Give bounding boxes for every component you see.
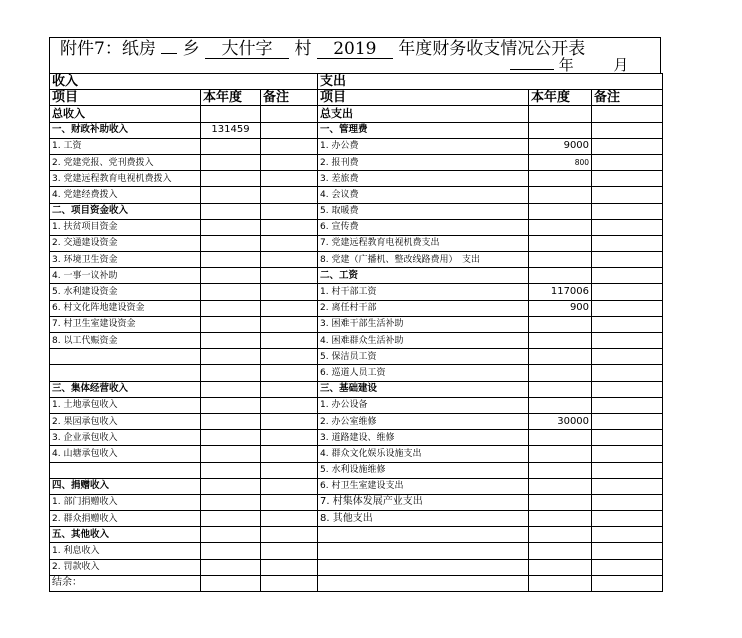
income-item: 2. 群众捐赠收入 xyxy=(50,511,201,527)
income-header: 收入 xyxy=(50,74,318,90)
total-income: 总收入 xyxy=(50,106,201,122)
income-remark xyxy=(261,478,318,494)
income-remark xyxy=(261,349,318,365)
table-row xyxy=(50,333,663,349)
expense-amount xyxy=(529,235,592,251)
income-amount xyxy=(201,494,261,510)
income-remark xyxy=(261,122,318,138)
expense-item: 2. 报刊费 xyxy=(318,154,529,170)
expense-item: 8. 其他支出 xyxy=(318,511,529,527)
expense-amount xyxy=(529,575,592,591)
income-amount xyxy=(201,543,261,559)
table-row xyxy=(50,381,663,397)
expense-amount xyxy=(529,527,592,543)
expense-item: 4. 困难群众生活补助 xyxy=(318,333,529,349)
income-remark xyxy=(261,397,318,413)
table-row xyxy=(50,478,663,494)
expense-remark xyxy=(592,235,663,251)
income-remark xyxy=(261,381,318,397)
date-year-label: 年 xyxy=(558,56,574,74)
income-remark xyxy=(261,235,318,251)
expense-item: 一、管理费 xyxy=(318,122,529,138)
income-amount xyxy=(201,316,261,332)
expense-amount xyxy=(529,381,592,397)
income-remark xyxy=(261,138,318,154)
expense-remark xyxy=(592,559,663,575)
table-row xyxy=(50,446,663,462)
income-item: 6. 村文化阵地建设资金 xyxy=(50,300,201,316)
income-item xyxy=(50,462,201,478)
income-item: 四、捐赠收入 xyxy=(50,478,201,494)
income-remark xyxy=(261,333,318,349)
expense-remark-header: 备注 xyxy=(592,90,663,106)
income-item: 2. 党建党报、党刊费拨入 xyxy=(50,154,201,170)
expense-amount xyxy=(529,203,592,219)
income-item: 1. 部门捐赠收入 xyxy=(50,494,201,510)
income-amount xyxy=(201,187,261,203)
income-amount xyxy=(201,171,261,187)
income-item: 1. 土地承包收入 xyxy=(50,397,201,413)
income-remark xyxy=(261,171,318,187)
expense-amount xyxy=(529,365,592,381)
income-amount xyxy=(201,268,261,284)
expense-remark xyxy=(592,300,663,316)
income-remark xyxy=(261,462,318,478)
table-row xyxy=(50,187,663,203)
table-row xyxy=(50,316,663,332)
income-amount xyxy=(201,527,261,543)
income-item: 2. 果园承包收入 xyxy=(50,413,201,429)
table-row xyxy=(50,430,663,446)
expense-item xyxy=(318,575,529,591)
income-remark xyxy=(261,559,318,575)
income-remark xyxy=(261,187,318,203)
income-amount xyxy=(201,365,261,381)
expense-item: 1. 办公设备 xyxy=(318,397,529,413)
income-amount xyxy=(201,235,261,251)
table-row xyxy=(50,268,663,284)
income-amount xyxy=(201,154,261,170)
date-month-label: 月 xyxy=(613,56,629,74)
income-amount xyxy=(201,446,261,462)
income-remark xyxy=(261,268,318,284)
income-amount xyxy=(201,462,261,478)
expense-remark xyxy=(592,171,663,187)
expense-remark xyxy=(592,268,663,284)
expense-item: 5. 取暖费 xyxy=(318,203,529,219)
cell-empty xyxy=(261,106,318,122)
income-remark xyxy=(261,300,318,316)
expense-amount xyxy=(529,219,592,235)
income-amount xyxy=(201,219,261,235)
income-item: 结余： xyxy=(50,575,201,591)
title-suffix: 年度财务收支情况公开表 xyxy=(398,39,586,59)
title-township-blank xyxy=(161,53,177,54)
table-row xyxy=(50,235,663,251)
income-item: 3. 环境卫生资金 xyxy=(50,252,201,268)
table-row xyxy=(50,349,663,365)
expense-remark xyxy=(592,462,663,478)
income-item: 三、集体经营收入 xyxy=(50,381,201,397)
table-row xyxy=(50,559,663,575)
expense-item: 1. 办公费 xyxy=(318,138,529,154)
income-item xyxy=(50,349,201,365)
table-row xyxy=(50,171,663,187)
income-remark xyxy=(261,575,318,591)
expense-remark xyxy=(592,349,663,365)
expense-remark xyxy=(592,252,663,268)
expense-remark xyxy=(592,494,663,510)
expense-amount xyxy=(529,511,592,527)
expense-amount: 800 xyxy=(529,154,592,170)
expense-amount: 30000 xyxy=(529,413,592,429)
income-item-header: 项目 xyxy=(50,90,201,106)
expense-amount xyxy=(529,446,592,462)
table-row xyxy=(50,575,663,591)
expense-item: 2. 办公室维修 xyxy=(318,413,529,429)
expense-remark xyxy=(592,413,663,429)
expense-remark xyxy=(592,446,663,462)
expense-remark xyxy=(592,284,663,300)
total-row xyxy=(50,106,663,122)
expense-remark xyxy=(592,381,663,397)
income-amount xyxy=(201,430,261,446)
table-row xyxy=(50,365,663,381)
expense-remark xyxy=(592,316,663,332)
expense-remark xyxy=(592,478,663,494)
title-township-suffix: 乡 xyxy=(182,39,200,59)
expense-remark xyxy=(592,543,663,559)
title-village: 大什字 xyxy=(205,40,289,59)
expense-remark xyxy=(592,333,663,349)
income-amount xyxy=(201,203,261,219)
income-item xyxy=(50,365,201,381)
expense-amount xyxy=(529,494,592,510)
expense-header: 支出 xyxy=(318,74,663,90)
income-amount xyxy=(201,138,261,154)
column-header-row xyxy=(50,90,663,106)
income-item: 1. 扶贫项目资金 xyxy=(50,219,201,235)
income-item: 二、项目资金收入 xyxy=(50,203,201,219)
income-item: 2. 罚款收入 xyxy=(50,559,201,575)
date-blank xyxy=(510,69,554,70)
expense-item: 4. 群众文化娱乐设施支出 xyxy=(318,446,529,462)
income-item: 7. 村卫生室建设资金 xyxy=(50,316,201,332)
income-amount xyxy=(201,381,261,397)
income-amount xyxy=(201,284,261,300)
finance-table xyxy=(49,73,663,592)
expense-remark xyxy=(592,527,663,543)
expense-amount xyxy=(529,252,592,268)
expense-amount: 117006 xyxy=(529,284,592,300)
income-amount xyxy=(201,252,261,268)
expense-remark xyxy=(592,575,663,591)
income-remark xyxy=(261,252,318,268)
expense-remark xyxy=(592,203,663,219)
income-amount xyxy=(201,511,261,527)
expense-item: 5. 水利设施维修 xyxy=(318,462,529,478)
expense-amount xyxy=(529,462,592,478)
expense-item-header: 项目 xyxy=(318,90,529,106)
income-item: 五、其他收入 xyxy=(50,527,201,543)
expense-amount xyxy=(529,122,592,138)
income-remark-header: 备注 xyxy=(261,90,318,106)
income-remark xyxy=(261,219,318,235)
expense-item: 5. 保洁员工资 xyxy=(318,349,529,365)
expense-item: 二、工资 xyxy=(318,268,529,284)
expense-item: 4. 会议费 xyxy=(318,187,529,203)
income-remark xyxy=(261,511,318,527)
table-row xyxy=(50,154,663,170)
income-item: 1. 工资 xyxy=(50,138,201,154)
income-item: 5. 水利建设资金 xyxy=(50,284,201,300)
expense-amount xyxy=(529,171,592,187)
expense-amount xyxy=(529,349,592,365)
income-remark xyxy=(261,413,318,429)
income-remark xyxy=(261,430,318,446)
expense-amount xyxy=(529,430,592,446)
expense-item xyxy=(318,527,529,543)
total-expense: 总支出 xyxy=(318,106,529,122)
income-amount xyxy=(201,413,261,429)
expense-amount xyxy=(529,316,592,332)
expense-remark xyxy=(592,365,663,381)
table-row xyxy=(50,138,663,154)
table-row xyxy=(50,511,663,527)
income-amount xyxy=(201,575,261,591)
income-item: 4. 一事一议补助 xyxy=(50,268,201,284)
expense-item: 3. 差旅费 xyxy=(318,171,529,187)
table-row xyxy=(50,252,663,268)
expense-item: 6. 村卫生室建设支出 xyxy=(318,478,529,494)
expense-amount xyxy=(529,478,592,494)
title-village-suffix: 村 xyxy=(294,39,312,59)
expense-amount: 900 xyxy=(529,300,592,316)
income-amount-header: 本年度 xyxy=(201,90,261,106)
income-item: 3. 企业承包收入 xyxy=(50,430,201,446)
income-remark xyxy=(261,203,318,219)
expense-item: 三、基础建设 xyxy=(318,381,529,397)
income-item: 2. 交通建设资金 xyxy=(50,235,201,251)
expense-remark xyxy=(592,122,663,138)
income-remark xyxy=(261,543,318,559)
expense-item: 1. 村干部工资 xyxy=(318,284,529,300)
expense-remark xyxy=(592,154,663,170)
title-prefix: 附件7：纸房 xyxy=(60,39,156,59)
table-row xyxy=(50,494,663,510)
expense-remark xyxy=(592,430,663,446)
income-item: 1. 利息收入 xyxy=(50,543,201,559)
table-row xyxy=(50,397,663,413)
expense-item: 3. 困难干部生活补助 xyxy=(318,316,529,332)
table-row xyxy=(50,527,663,543)
income-remark xyxy=(261,316,318,332)
cell-empty xyxy=(529,106,592,122)
expense-amount xyxy=(529,559,592,575)
table-row xyxy=(50,413,663,429)
table-row xyxy=(50,300,663,316)
income-amount xyxy=(201,559,261,575)
income-amount xyxy=(201,349,261,365)
section-header-row xyxy=(50,74,663,90)
expense-amount xyxy=(529,543,592,559)
income-remark xyxy=(261,284,318,300)
expense-remark xyxy=(592,219,663,235)
expense-remark xyxy=(592,187,663,203)
income-amount xyxy=(201,333,261,349)
income-amount xyxy=(201,397,261,413)
expense-item: 2. 离任村干部 xyxy=(318,300,529,316)
table-row xyxy=(50,219,663,235)
income-remark xyxy=(261,494,318,510)
income-amount: 131459 xyxy=(201,122,261,138)
expense-item: 6. 宣传费 xyxy=(318,219,529,235)
income-amount xyxy=(201,478,261,494)
income-item: 3. 党建远程教育电视机费拨入 xyxy=(50,171,201,187)
expense-remark xyxy=(592,138,663,154)
income-item: 4. 党建经费拨入 xyxy=(50,187,201,203)
expense-amount xyxy=(529,397,592,413)
income-remark xyxy=(261,365,318,381)
expense-item: 7. 村集体发展产业支出 xyxy=(318,494,529,510)
expense-amount xyxy=(529,333,592,349)
expense-remark xyxy=(592,397,663,413)
expense-remark xyxy=(592,511,663,527)
table-row xyxy=(50,543,663,559)
income-item: 8. 以工代赈资金 xyxy=(50,333,201,349)
income-amount xyxy=(201,300,261,316)
expense-item: 6. 巡道人员工资 xyxy=(318,365,529,381)
expense-item: 3. 道路建设、维修 xyxy=(318,430,529,446)
expense-amount: 9000 xyxy=(529,138,592,154)
expense-item xyxy=(318,543,529,559)
income-item: 4. 山塘承包收入 xyxy=(50,446,201,462)
income-remark xyxy=(261,446,318,462)
expense-item xyxy=(318,559,529,575)
title-year: 2019 xyxy=(317,40,393,59)
table-row xyxy=(50,203,663,219)
table-row xyxy=(50,122,663,138)
expense-item: 8. 党建（广播机、整改线路费用） 支出 xyxy=(318,252,529,268)
income-remark xyxy=(261,154,318,170)
expense-item: 7. 党建远程教育电视机费支出 xyxy=(318,235,529,251)
expense-amount xyxy=(529,187,592,203)
table-row xyxy=(50,284,663,300)
cell-empty xyxy=(201,106,261,122)
expense-amount xyxy=(529,268,592,284)
cell-empty xyxy=(592,106,663,122)
expense-amount-header: 本年度 xyxy=(529,90,592,106)
income-item: 一、财政补助收入 xyxy=(50,122,201,138)
table-row xyxy=(50,462,663,478)
date-line xyxy=(49,58,661,74)
income-remark xyxy=(261,527,318,543)
